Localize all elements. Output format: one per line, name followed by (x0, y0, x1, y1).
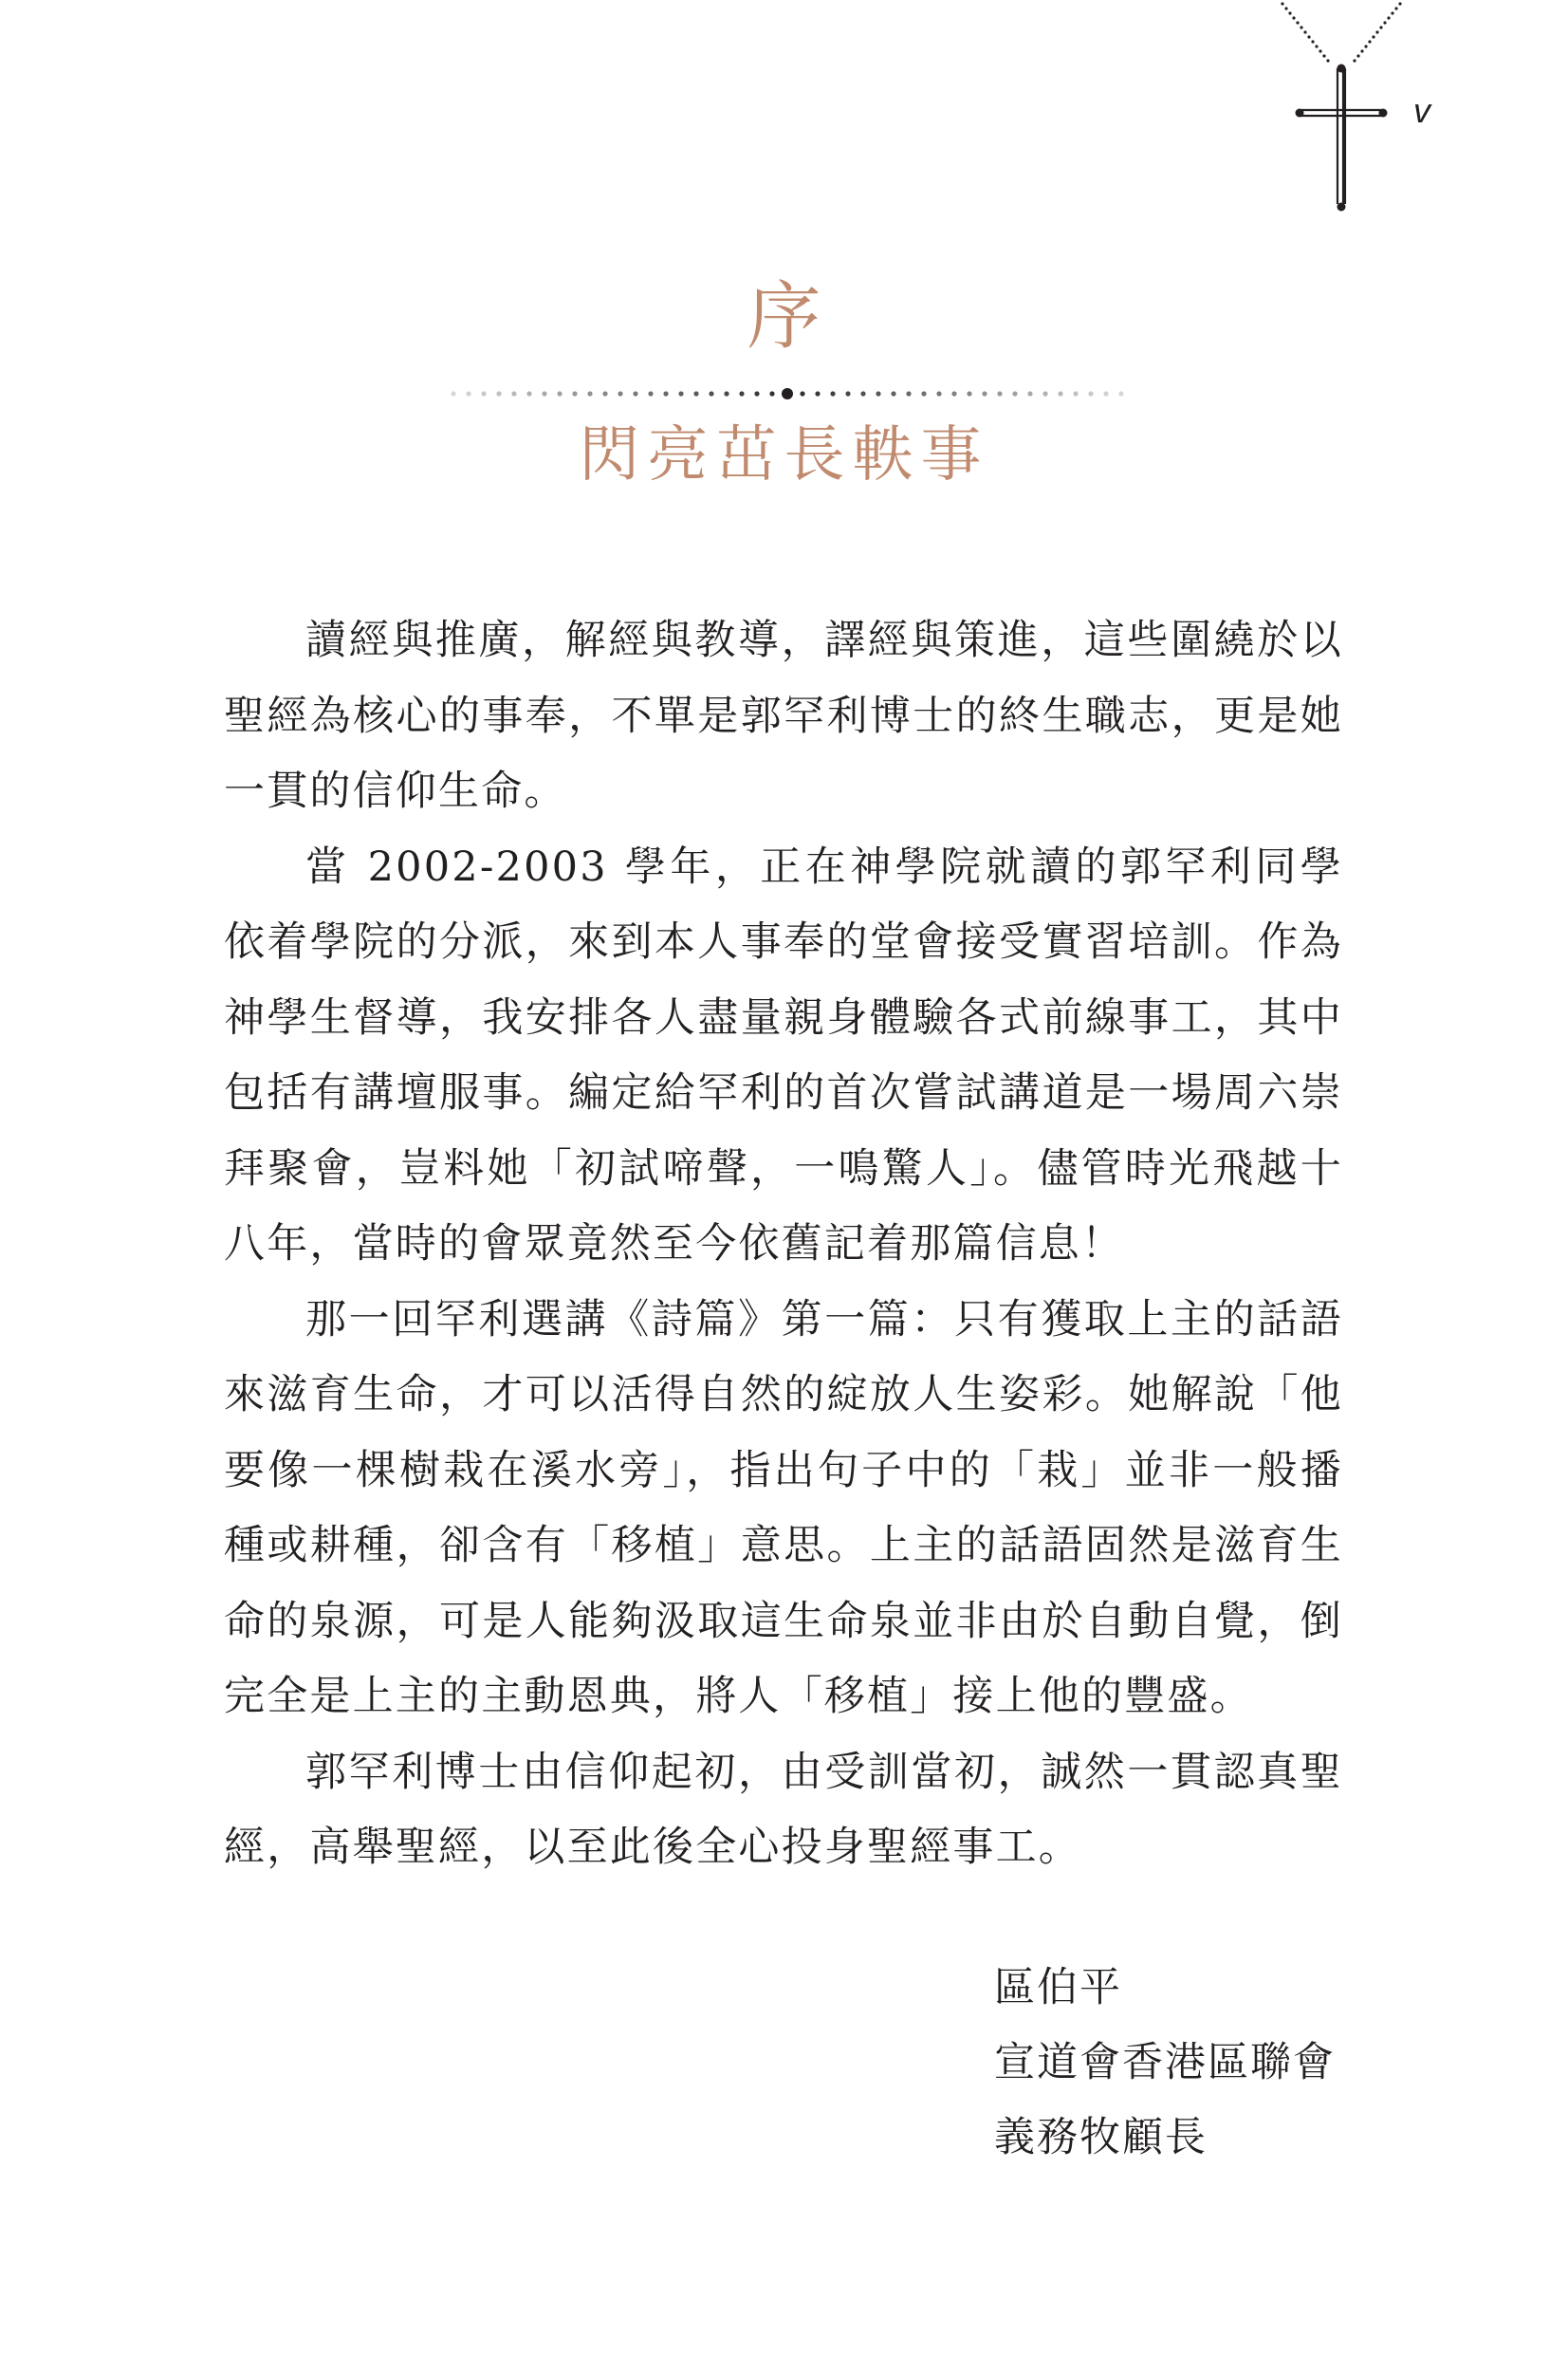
body-text (224, 603, 1343, 1886)
preface-title: 序 (747, 274, 821, 360)
author-name: 區伯平 (994, 1964, 1122, 2011)
paragraph: 讀經與推廣，解經與教導，譯經與策進，這些圍繞於以聖經為核心的事奉，不單是郭罕利博士的終生職志，更是她一貫的信仰生命。 (224, 617, 1343, 815)
paragraph: 郭罕利博士由信仰起初，由受訓當初，誠然一貫認真聖經，高舉聖經，以至此後全心投身聖經事工。 (224, 1748, 1343, 1871)
signature-block (994, 1951, 1336, 2176)
cross-pendant-icon (1281, 0, 1404, 228)
paragraph: 那一回罕利選講《詩篇》第一篇：只有獲取上主的話語來滋育生命，才可以活得自然的綻放人生姿彩。她解說「他要像一棵樹栽在溪水旁」，指出句子中的「栽」並非一般播種或耕種，卻含有「移植」意思。上主的話語固然是滋育生命的泉源，可是人能夠汲取這生命泉並非由於自動自覺，倒完全是上主的主動恩典，將人「移植」接上他的豐盛。 (224, 1295, 1343, 1720)
preface-subtitle: 閃亮茁長軼事 (579, 420, 989, 491)
author-position: 義務牧顧長 (994, 2114, 1208, 2161)
dotted-divider (446, 380, 1129, 408)
author-organization: 宣道會香港區聯會 (994, 2039, 1336, 2086)
paragraph: 當 2002-2003 學年，正在神學院就讀的郭罕利同學依着學院的分派，來到本人事奉的堂會接受實習培訓。作為神學生督導，我安排各人盡量親身體驗各式前線事工，其中包括有講壇服事。編定給罕利的首次嘗試講道是一場周六崇拜聚會，豈料她「初試啼聲，一鳴驚人」。儘管時光飛越十八年，當時的會眾竟然至今依舊記着那篇信息！ (224, 843, 1343, 1268)
page-number: v (1413, 91, 1430, 130)
